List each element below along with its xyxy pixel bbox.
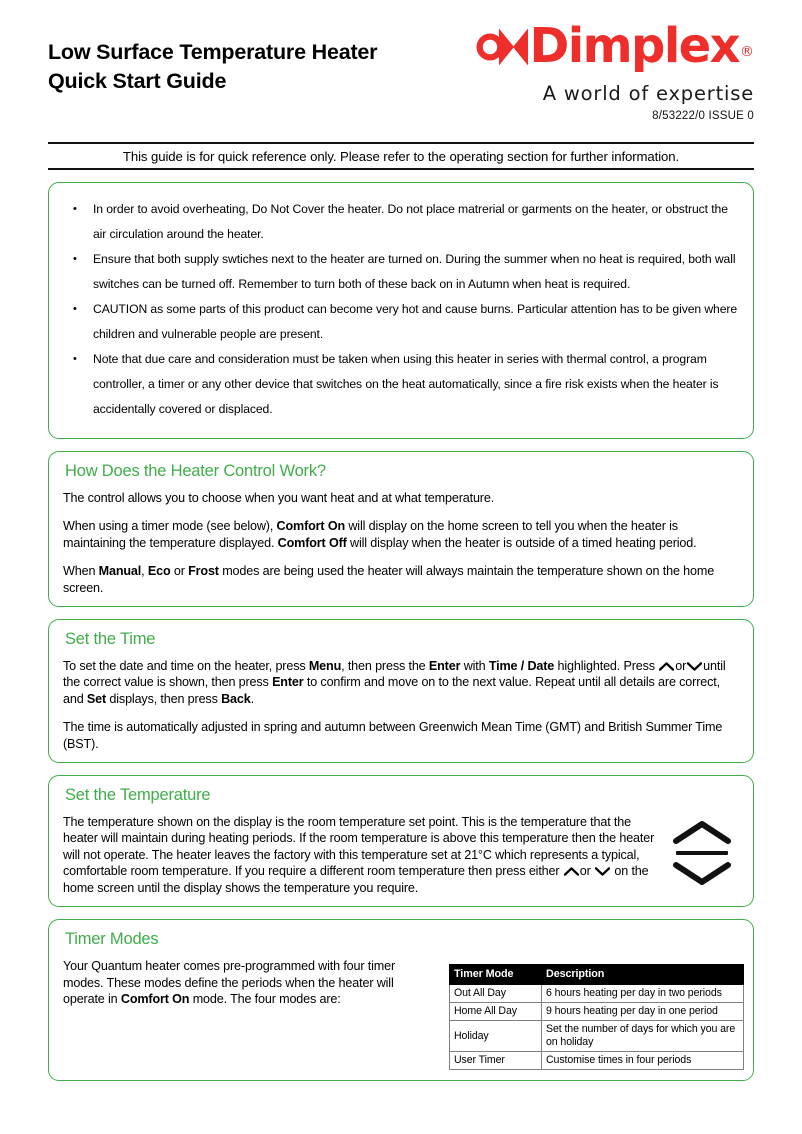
table-row bbox=[450, 985, 744, 1003]
text-run: with bbox=[460, 659, 489, 674]
chevron-up-icon bbox=[564, 867, 579, 876]
text-run: or bbox=[675, 659, 687, 674]
brand-wordmark: Dimplex bbox=[529, 18, 739, 74]
temperature-content bbox=[63, 814, 739, 896]
column-header-timer-mode: Timer Mode bbox=[450, 965, 542, 985]
brand-tagline: A world of expertise bbox=[542, 82, 754, 105]
section-body bbox=[63, 490, 739, 596]
chevron-up-icon[interactable] bbox=[673, 820, 731, 844]
cell-mode: User Timer bbox=[450, 1052, 542, 1070]
section-heading: Set the Time bbox=[65, 630, 156, 649]
cell-description: 9 hours heating per day in one period bbox=[542, 1003, 744, 1021]
text-run: on the home screen until the display shows the temperature you require. bbox=[63, 864, 649, 895]
cell-mode: Home All Day bbox=[450, 1003, 542, 1021]
bold-term: Menu bbox=[308, 659, 342, 674]
brand-logo bbox=[454, 18, 754, 80]
text-run: To set the date and time on the heater, press bbox=[63, 659, 309, 674]
section-heater-control bbox=[48, 451, 754, 607]
list-item: • Note that due care and consideration must be taken when using this heater in series with thermal control, a program controller, a timer or any other device that switches on the heat automatically, since a fire risk exists when the heater is accidentally covered or displaced. bbox=[61, 347, 741, 422]
text-run: When using a timer mode (see below), bbox=[63, 519, 277, 534]
warnings-box bbox=[48, 182, 754, 439]
column-header-description: Description bbox=[542, 965, 744, 985]
cell-description: Customise times in four periods bbox=[542, 1052, 744, 1070]
bold-term: Comfort On bbox=[276, 519, 346, 534]
text-run: will display when the heater is outside of a timed heating period. bbox=[346, 535, 697, 550]
timer-modes-content bbox=[63, 958, 739, 1070]
section-set-the-time bbox=[48, 619, 754, 763]
chevron-down-icon[interactable] bbox=[673, 862, 731, 886]
issue-code: 8/53222/0 ISSUE 0 bbox=[652, 110, 754, 122]
paragraph bbox=[63, 958, 435, 1007]
timer-modes-table bbox=[449, 964, 744, 1070]
paragraph bbox=[63, 658, 739, 707]
section-body bbox=[63, 814, 665, 896]
section-body bbox=[63, 958, 435, 1007]
guide-note: This guide is for quick reference only. Please refer to the operating section for further information. bbox=[122, 149, 680, 164]
bold-term: Eco bbox=[147, 564, 171, 579]
warnings-list bbox=[61, 197, 741, 422]
chevron-up-icon bbox=[659, 662, 674, 671]
temperature-keypad-graphic bbox=[665, 814, 739, 886]
text-run: . bbox=[250, 691, 254, 706]
text-run: When bbox=[63, 564, 99, 579]
text-run: displays, then press bbox=[106, 691, 222, 706]
cell-mode: Out All Day bbox=[450, 985, 542, 1003]
bold-term: Enter bbox=[272, 675, 304, 690]
paragraph: The control allows you to choose when you want heat and at what temperature. bbox=[63, 491, 495, 505]
text-run: , bbox=[141, 564, 148, 579]
section-heading: How Does the Heater Control Work? bbox=[65, 462, 326, 480]
text-run: to confirm and move on to the next value. Repeat until all details are correct, and bbox=[63, 675, 720, 706]
text-run: or bbox=[170, 564, 189, 579]
bold-term: Frost bbox=[188, 564, 219, 579]
bold-term: Comfort Off bbox=[277, 535, 347, 550]
text-run: highlighted. Press bbox=[554, 659, 659, 674]
registered-trademark-icon: ® bbox=[740, 43, 754, 60]
section-timer-modes bbox=[48, 919, 754, 1081]
page-title-line-1: Low Surface Temperature Heater bbox=[48, 40, 378, 64]
text-run: or bbox=[579, 864, 591, 879]
bold-term: Manual bbox=[98, 564, 142, 579]
bold-term: Comfort On bbox=[120, 991, 190, 1006]
chevron-down-icon bbox=[687, 662, 702, 671]
section-body bbox=[63, 658, 739, 752]
table-row bbox=[450, 1052, 744, 1070]
document-header bbox=[48, 0, 754, 142]
paragraph: The time is automatically adjusted in spring and autumn between Greenwich Mean Time (GMT) and British Summer Time (BST). bbox=[63, 720, 723, 751]
list-item: • CAUTION as some parts of this product can become very hot and cause burns. Particular attention has to be given where children and vulnerable people are present. bbox=[61, 297, 741, 347]
table-row bbox=[450, 1003, 744, 1021]
dimplex-mark-icon bbox=[476, 26, 528, 68]
text-run: , then press the bbox=[341, 659, 429, 674]
cell-description: Set the number of days for which you are on holiday bbox=[542, 1021, 744, 1052]
text-run: modes are being used the heater will always maintain the temperature shown on the home screen. bbox=[63, 564, 715, 595]
minus-bar-icon[interactable] bbox=[676, 851, 728, 855]
document-title-block bbox=[48, 38, 478, 96]
bold-term: Time / Date bbox=[488, 659, 555, 674]
bold-term: Back bbox=[221, 691, 251, 706]
bold-term: Set bbox=[86, 691, 107, 706]
bold-term: Enter bbox=[428, 659, 461, 674]
section-heading: Set the Temperature bbox=[65, 786, 211, 805]
text-run: will display on the home screen to tell you when the heater is maintaining the temperature displayed. bbox=[63, 519, 678, 550]
brand-block bbox=[454, 18, 754, 122]
text-run: until the correct value is shown, then press bbox=[63, 659, 726, 690]
page-title-line-2: Quick Start Guide bbox=[48, 69, 227, 93]
text-run: The temperature shown on the display is the room temperature set point. This is the temperature that the heater will maintain during heating periods. If the room temperature is above this temperature then the heater will not operate. The heater leaves the factory with this temperature set at 21°C which represents a typical, comfortable room temperature. If you require a different room temperature then press either bbox=[63, 815, 655, 879]
paragraph bbox=[63, 814, 655, 896]
paragraph bbox=[63, 518, 739, 551]
section-set-the-temperature bbox=[48, 775, 754, 907]
timer-modes-table-wrap bbox=[435, 958, 744, 1070]
chevron-down-icon bbox=[595, 867, 610, 876]
list-item: • Ensure that both supply swtiches next to the heater are turned on. During the summer when no heat is required, both wall switches can be turned off. Remember to turn both of these back on in Autumn when heat is required. bbox=[61, 247, 741, 297]
cell-mode: Holiday bbox=[450, 1021, 542, 1052]
divider-bottom bbox=[48, 168, 754, 170]
table-row bbox=[450, 1021, 744, 1052]
cell-description: 6 hours heating per day in two periods bbox=[542, 985, 744, 1003]
text-run: Your Quantum heater comes pre-programmed with four timer modes. These modes define the periods when the heater will operate in bbox=[63, 959, 396, 1006]
paragraph bbox=[63, 563, 739, 596]
section-heading: Timer Modes bbox=[65, 930, 159, 949]
list-item: • In order to avoid overheating, Do Not Cover the heater. Do not place matrerial or garments on the heater, or obstruct the air circulation around the heater. bbox=[61, 197, 741, 247]
text-run: mode. The four modes are: bbox=[189, 991, 341, 1006]
table-header-row bbox=[450, 965, 744, 985]
